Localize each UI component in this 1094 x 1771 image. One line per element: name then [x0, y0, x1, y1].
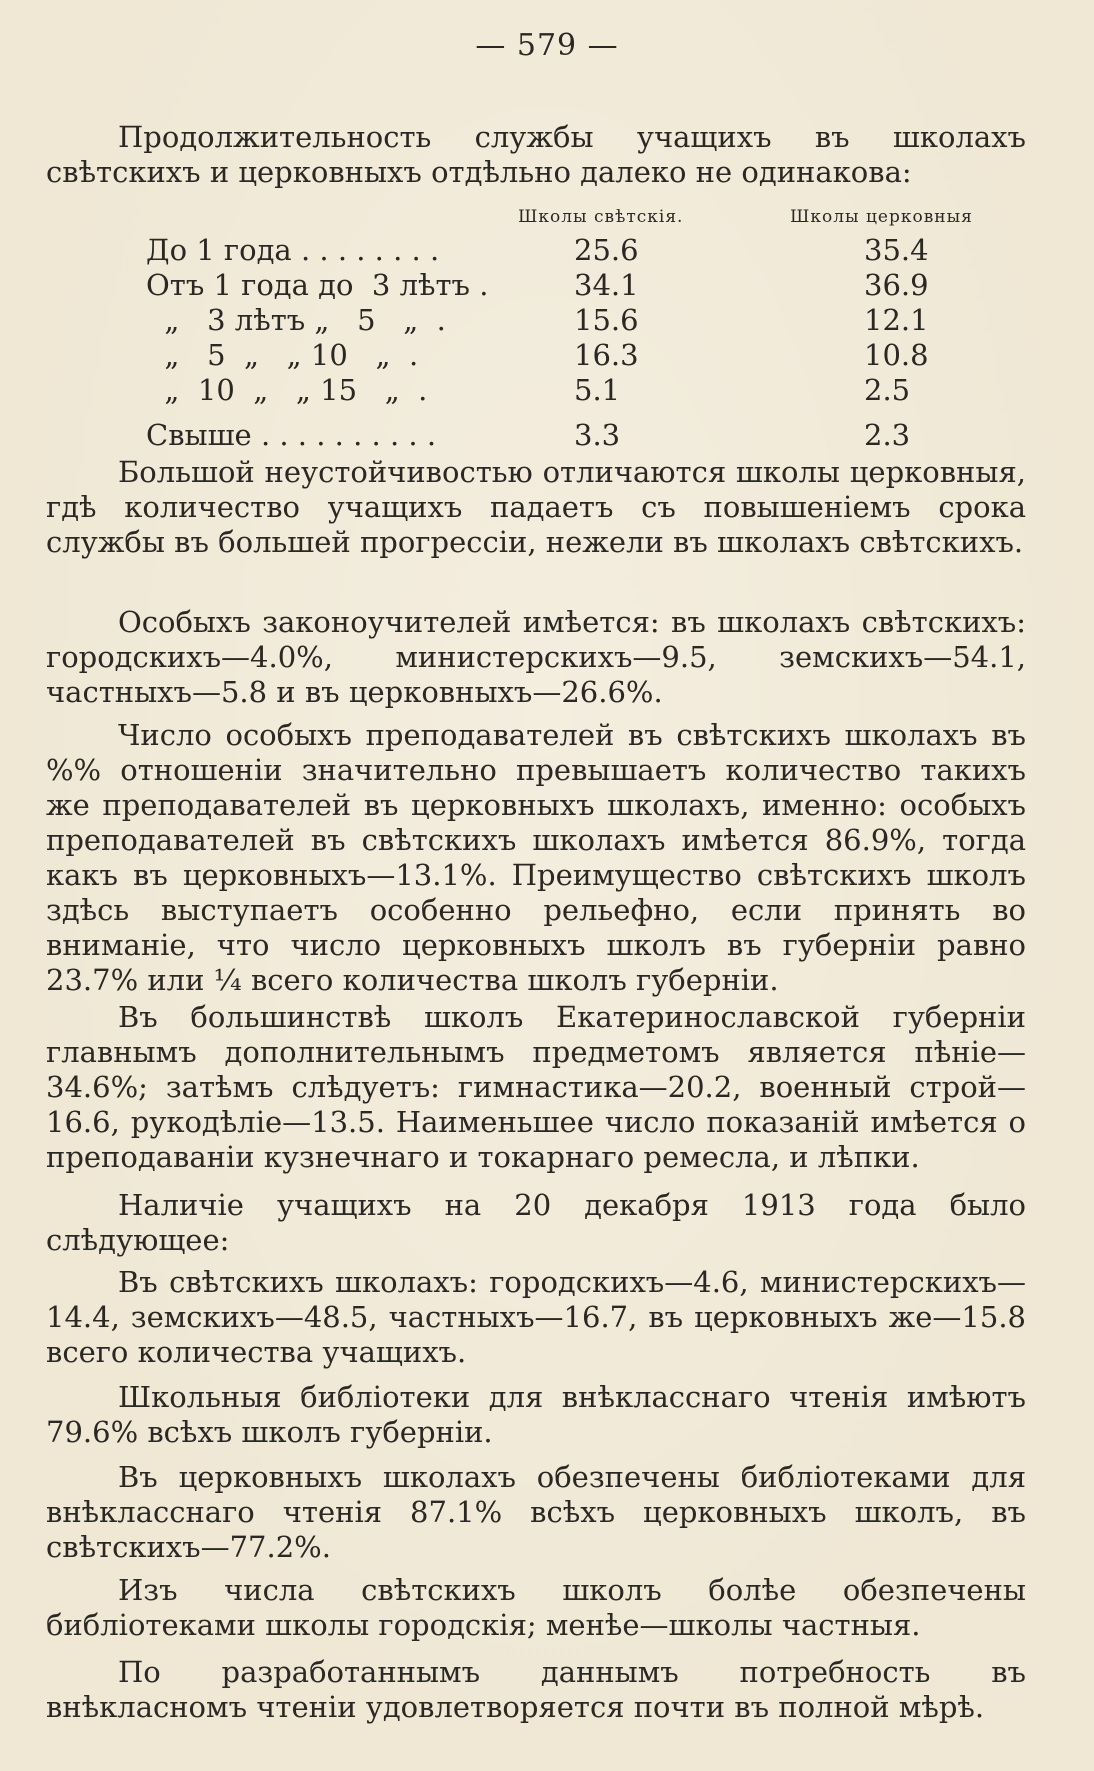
page-number: — 579 — [475, 28, 619, 63]
secular-value: 3.3 [574, 418, 621, 452]
church-value: 10.8 [864, 338, 929, 372]
church-value: 2.5 [864, 373, 911, 407]
paragraph-church-libraries: Въ церковныхъ школахъ обезпечены библіотеками для внѣкласснаго чтенія 87.1% всѣхъ церковныхъ школъ, въ свѣтскихъ—77.2%. [46, 1460, 1026, 1564]
secular-value: 34.1 [574, 268, 639, 302]
intro-paragraph: Продолжительность службы учащихъ въ школахъ свѣтскихъ и церковныхъ отдѣльно далеко не одинакова: [46, 120, 1026, 189]
row-label: Свыше . . . . . . . . . . [146, 418, 437, 452]
row-label: „ 5 „ „ 10 „ . [146, 338, 419, 372]
church-value: 12.1 [864, 303, 929, 337]
table-header-secular: Школы свѣтскія. [518, 207, 684, 227]
table-row [146, 233, 1026, 268]
table-row [146, 373, 1026, 408]
paragraph-subjects: Въ большинствѣ школъ Екатеринославской губерніи главнымъ дополнительнымъ предметомъ является пѣніе—34.6%; затѣмъ слѣдуетъ: гимнастика—20.2, военный строй—16.6, рукодѣліе—13.5. Наименьшее число показаній имѣется о преподаваніи кузнечнаго и токарнаго ремесла, и лѣпки. [46, 1000, 1026, 1174]
church-value: 35.4 [864, 233, 929, 267]
church-value: 36.9 [864, 268, 929, 302]
table-row [146, 303, 1026, 338]
row-label: Отъ 1 года до 3 лѣтъ . [146, 268, 489, 302]
table-row [146, 338, 1026, 373]
paragraph-teacher-count-intro: Наличіе учащихъ на 20 декабря 1913 года было слѣдующее: [46, 1188, 1026, 1257]
row-label: „ 10 „ „ 15 „ . [146, 373, 428, 407]
secular-value: 15.6 [574, 303, 639, 337]
paragraph-special-teachers: Число особыхъ преподавателей въ свѣтскихъ школахъ въ %% отношеніи значительно превышаетъ количество такихъ же преподавателей въ церковныхъ школахъ, именно: особыхъ преподавателей въ свѣтскихъ школахъ имѣется 86.9%, тогда какъ въ церковныхъ—13.1%. Преимущество свѣтскихъ школъ здѣсь выступаетъ особенно рельефно, если принять во вниманіе, что число церковныхъ школъ въ губерніи равно 23.7% или ¼ всего количества школъ губерніи. [46, 718, 1026, 997]
paragraph-instability: Большой неустойчивостью отличаются школы церковныя, гдѣ количество учащихъ падаетъ съ повышеніемъ срока службы въ большей прогрессіи, нежели въ школахъ свѣтскихъ. [46, 455, 1026, 559]
row-label: До 1 года . . . . . . . . [146, 233, 440, 267]
table-row [146, 418, 1026, 453]
secular-value: 16.3 [574, 338, 639, 372]
paragraph-law-teachers: Особыхъ законоучителей имѣется: въ школахъ свѣтскихъ: городскихъ—4.0%, министерскихъ—9.5, земскихъ—54.1, частныхъ—5.8 и въ церковныхъ—26.6%. [46, 605, 1026, 709]
table-row [146, 268, 1026, 303]
table-header-church: Школы церковныя [790, 207, 973, 227]
row-label: „ 3 лѣтъ „ 5 „ . [146, 303, 446, 337]
paragraph-teacher-count: Въ свѣтскихъ школахъ: городскихъ—4.6, министерскихъ—14.4, земскихъ—48.5, частныхъ—16.7, въ церковныхъ же—15.8 всего количества учащихъ. [46, 1265, 1026, 1369]
paragraph-secular-libraries: Изъ числа свѣтскихъ школъ болѣе обезпечены библіотеками школы городскія; менѣе—школы частныя. [46, 1573, 1026, 1642]
paragraph-reading-needs: По разработаннымъ даннымъ потребность въ внѣкласномъ чтеніи удовлетворяется почти въ полной мѣрѣ. [46, 1655, 1026, 1724]
secular-value: 25.6 [574, 233, 639, 267]
secular-value: 5.1 [574, 373, 621, 407]
paragraph-libraries: Школьныя библіотеки для внѣкласснаго чтенія имѣютъ 79.6% всѣхъ школъ губерніи. [46, 1380, 1026, 1449]
church-value: 2.3 [864, 418, 911, 452]
